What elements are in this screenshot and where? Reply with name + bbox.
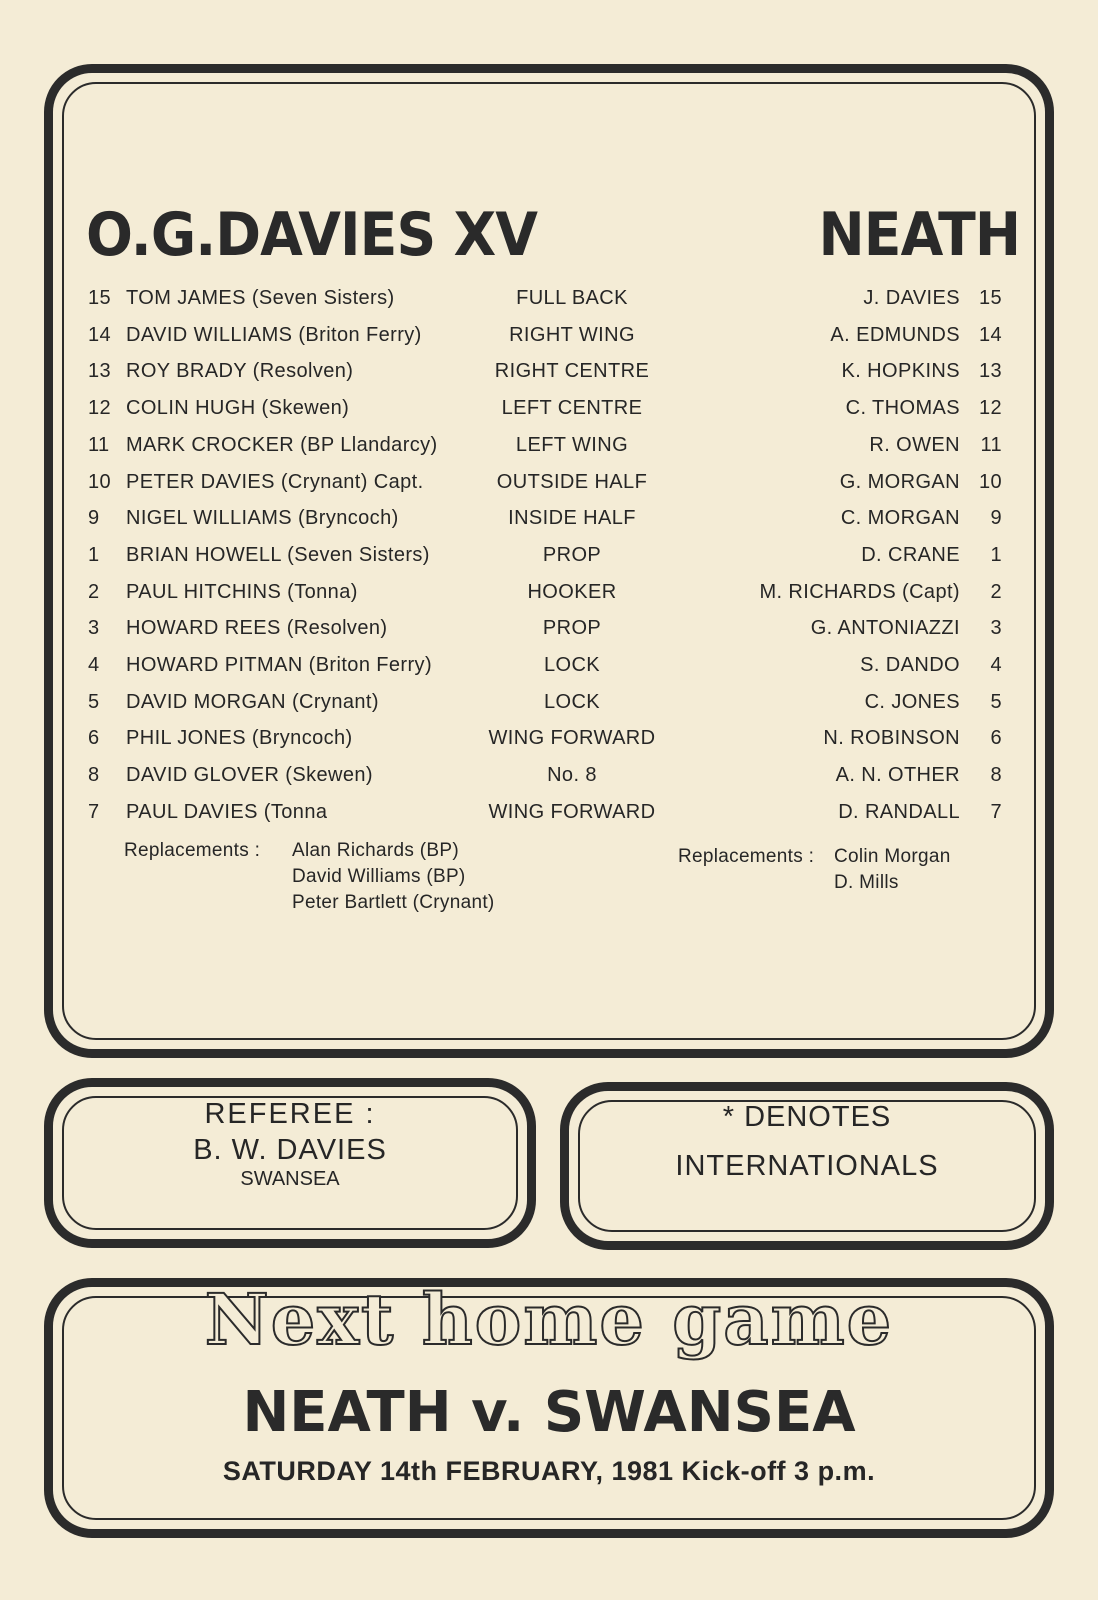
away-player-number: 12	[978, 397, 1002, 420]
home-player-number: 7	[88, 800, 100, 823]
home-replacements-label: Replacements :	[124, 840, 261, 861]
away-player-number: 13	[978, 360, 1002, 383]
away-player-name: A. EDMUNDS	[830, 323, 960, 346]
away-player-name: K. HOPKINS	[841, 360, 960, 383]
away-player-name: G. ANTONIAZZI	[810, 617, 960, 640]
position-label: LOCK	[543, 654, 601, 676]
away-replacement: D. Mills	[834, 872, 899, 893]
home-player-name: HOWARD REES (Resolven)	[126, 617, 388, 640]
away-player-number: 7	[990, 800, 1002, 823]
away-player-name: S. DANDO	[860, 654, 960, 676]
away-replacements-label: Replacements :	[678, 846, 815, 867]
away-player-number: 6	[990, 727, 1002, 750]
home-player-number: 12	[88, 397, 112, 420]
home-player-name: DAVID MORGAN (Crynant)	[126, 690, 379, 713]
position-label: WING FORWARD	[488, 727, 656, 750]
referee-club: SWANSEA	[240, 1168, 340, 1190]
home-player-name: BRIAN HOWELL (Seven Sisters)	[126, 543, 430, 566]
lineup-row	[0, 324, 1098, 354]
lineup-row	[0, 471, 1098, 501]
away-player-number: 11	[980, 433, 1002, 456]
home-player-number: 11	[88, 433, 110, 456]
home-player-number: 1	[88, 543, 100, 566]
away-player-name: A. N. OTHER	[835, 764, 960, 787]
lineup-row	[0, 617, 1098, 647]
position-label: INSIDE HALF	[508, 507, 636, 530]
away-player-number: 8	[990, 764, 1002, 787]
position-label: OUTSIDE HALF	[496, 470, 648, 493]
home-player-number: 4	[88, 654, 100, 676]
lineup-row	[0, 801, 1098, 831]
lineup-row	[0, 397, 1098, 427]
position-label: PROP	[542, 617, 602, 640]
home-player-number: 9	[88, 507, 100, 530]
home-player-name: PAUL HITCHINS (Tonna)	[126, 580, 358, 603]
away-player-number: 1	[990, 543, 1002, 566]
lineup-row	[0, 287, 1098, 317]
home-player-name: COLIN HUGH (Skewen)	[126, 397, 350, 420]
home-player-number: 10	[88, 470, 112, 493]
away-player-number: 10	[978, 470, 1002, 493]
home-player-name: TOM JAMES (Seven Sisters)	[126, 287, 395, 309]
home-player-name: MARK CROCKER (BP Llandarcy)	[126, 433, 438, 456]
away-player-name: N. ROBINSON	[823, 727, 960, 750]
home-player-number: 15	[88, 287, 112, 309]
away-player-number: 3	[990, 617, 1002, 640]
lineup-row	[0, 727, 1098, 757]
lineup-row	[0, 654, 1098, 684]
away-player-name: G. MORGAN	[839, 470, 960, 493]
next-match-title: NEATH v. SWANSEA	[242, 1380, 856, 1445]
lineup-row	[0, 581, 1098, 611]
home-player-number: 14	[88, 323, 112, 346]
away-player-number: 2	[990, 580, 1002, 603]
note-denotes: * DENOTES	[722, 1101, 892, 1133]
home-player-number: 5	[88, 690, 100, 713]
away-replacement: Colin Morgan	[834, 846, 951, 867]
away-player-name: M. RICHARDS (Capt)	[759, 580, 960, 603]
away-player-name: D. RANDALL	[838, 800, 960, 823]
position-label: HOOKER	[527, 580, 617, 603]
away-player-number: 9	[990, 507, 1002, 530]
position-label: LOCK	[543, 690, 601, 713]
home-player-number: 6	[88, 727, 100, 750]
lineup-row	[0, 764, 1098, 794]
position-label: LEFT CENTRE	[501, 397, 643, 420]
away-player-name: C. JONES	[864, 690, 960, 713]
away-player-name: C. MORGAN	[840, 507, 960, 530]
next-home-game-heading: Next home game	[204, 1278, 894, 1361]
home-player-name: PAUL DAVIES (Tonna	[126, 800, 328, 823]
home-player-name: PHIL JONES (Bryncoch)	[126, 727, 353, 750]
lineup-row	[0, 544, 1098, 574]
position-label: FULL BACK	[516, 287, 628, 309]
away-player-number: 4	[990, 654, 1002, 676]
home-player-name: DAVID WILLIAMS (Briton Ferry)	[126, 323, 422, 346]
away-player-number: 5	[990, 690, 1002, 713]
position-label: LEFT WING	[515, 433, 629, 456]
home-player-number: 13	[88, 360, 112, 383]
away-player-name: R. OWEN	[869, 433, 960, 456]
away-player-name: D. CRANE	[861, 543, 960, 566]
position-label: RIGHT WING	[509, 323, 635, 346]
home-player-name: DAVID GLOVER (Skewen)	[126, 764, 373, 787]
home-replacement: David Williams (BP)	[292, 866, 466, 887]
home-player-number: 2	[88, 580, 100, 603]
note-internationals: INTERNATIONALS	[675, 1150, 939, 1182]
referee-label: REFEREE :	[204, 1098, 376, 1130]
position-label: RIGHT CENTRE	[494, 360, 650, 383]
away-team-title: NEATH	[818, 200, 1020, 270]
away-player-name: J. DAVIES	[863, 287, 960, 309]
lineup-row	[0, 360, 1098, 390]
home-player-name: ROY BRADY (Resolven)	[126, 360, 354, 383]
home-team-title: O.G.DAVIES XV	[86, 200, 538, 270]
home-replacement: Peter Bartlett (Crynant)	[292, 892, 495, 913]
home-player-number: 3	[88, 617, 100, 640]
away-player-name: C. THOMAS	[845, 397, 960, 420]
position-label: WING FORWARD	[488, 800, 656, 823]
lineup-row	[0, 507, 1098, 537]
home-player-name: PETER DAVIES (Crynant) Capt.	[126, 470, 424, 493]
home-player-name: NIGEL WILLIAMS (Bryncoch)	[126, 507, 399, 530]
next-match-date: SATURDAY 14th FEBRUARY, 1981 Kick-off 3 p.m.	[222, 1456, 876, 1486]
position-label: PROP	[542, 543, 602, 566]
home-player-number: 8	[88, 764, 100, 787]
position-label: No. 8	[547, 764, 597, 787]
away-player-number: 14	[978, 323, 1002, 346]
lineup-row	[0, 434, 1098, 464]
home-replacement: Alan Richards (BP)	[292, 840, 459, 861]
lineup-row	[0, 691, 1098, 721]
referee-name: B. W. DAVIES	[193, 1134, 387, 1166]
away-player-number: 15	[978, 287, 1002, 309]
home-player-name: HOWARD PITMAN (Briton Ferry)	[126, 654, 433, 676]
